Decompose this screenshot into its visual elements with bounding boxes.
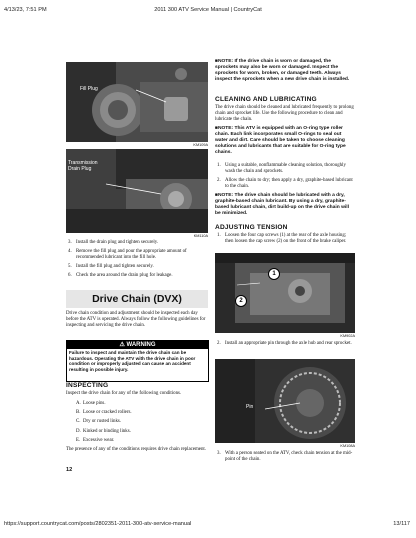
drain-step: 6. Check the area around the drain plug for leakage. [68, 273, 173, 278]
inspecting-closing: The presence of any of the conditions requires drive chain replacement. [66, 447, 207, 452]
callout-2: 2 [235, 295, 247, 307]
adjust-step1 [217, 233, 355, 248]
adjusting-heading: ADJUSTING TENSION [215, 224, 288, 231]
print-title: 2011 300 ATV Service Manual | CountryCat [154, 7, 262, 13]
print-url: https://support.countrycat.com/posts/2802351-2011-300-atv-service-manual [4, 521, 192, 527]
warning-text: Failure to inspect and maintain the drive chain can be hazardous. Operating the ATV with the drive chain in poor condition or improperly adjusted can cause an accident resulting in possible injury. [69, 350, 196, 373]
adjust-step2 [217, 341, 355, 350]
adjust-step: 3. With a person seated on the ATV, check chain tension at the mid-point of the chain. [217, 451, 353, 462]
note-lubricant: ■NOTE: The drive chain should be lubricated with a dry, graphite-based chain lubricant. By using a dry, graphite-based lubricant chain, dirt build-up on the drive chain will be minimized. [215, 193, 349, 216]
pin-label: Pin [246, 404, 254, 410]
cleaning-text: The drive chain should be cleaned and lubricated frequently to prolong chain and sprocket life. Use the following procedure to clean and lubricate the chain. [215, 105, 354, 122]
drain-step: 5. Install the fill plug and tighten securely. [68, 264, 154, 269]
clean-steps-list [217, 163, 355, 193]
drain-step: 4. Remove the fill plug and pour the appropriate amount of recommended lubricant into the fill hole. [68, 249, 187, 260]
drain-steps-list [68, 240, 210, 282]
adjust-step3 [217, 451, 355, 466]
fill-plug-label: Fill Plug [80, 86, 98, 92]
section-title: Drive Chain (DVX) [66, 290, 208, 308]
condition-item: B. Loose or cracked rollers. [76, 410, 132, 416]
print-datetime: 4/13/23, 7:51 PM [4, 7, 47, 13]
drain-plug-label: Transmission Drain Plug [68, 160, 98, 172]
condition-item: C. Dry or rusted links. [76, 419, 122, 425]
warning-title: ⚠ WARNING [67, 341, 208, 349]
note-oring: ■NOTE: This ATV is equipped with an O-ring type roller chain. Each link incorporates small O-rings to seal out water and dirt. Care should be taken to choose cleaning solutions and lubricants that are suitable for O-ring type chains. [215, 126, 346, 155]
photo2-caption: KM110A [193, 234, 208, 238]
condition-item: D. Kinked or binding links. [76, 428, 131, 434]
fill-plug-photo [66, 62, 208, 142]
photo1-caption: KM109A [193, 143, 208, 147]
photo4-caption: KM108A [340, 444, 355, 448]
axle-housing-photo [215, 253, 355, 333]
callout-1: 1 [268, 268, 280, 280]
pin-photo [215, 359, 355, 443]
adjust-step: 1. Loosen the four cap screws (1) at the rear of the axle housing; then loosen the cap screw (2) on the front of the brake caliper. [217, 233, 347, 244]
clean-step: 1. Using a suitable, nonflammable cleaning solution, thoroughly wash the chain and sprockets. [217, 163, 346, 174]
cleaning-heading: CLEANING AND LUBRICATING [215, 96, 317, 103]
drive-chain-intro: Drive chain condition and adjustment should be inspected each day before the ATV is operated. Always follow the following guidelines for inspecting and servicing the drive chain. [66, 311, 206, 328]
photo3-caption: KM902A [340, 334, 355, 338]
page-number: 12 [66, 467, 73, 473]
print-page-count: 13/117 [393, 521, 410, 527]
condition-item: A. Loose pins. [76, 401, 106, 406]
clean-step: 2. Allow the chain to dry; then apply a dry, graphite-based lubricant to the chain. [217, 178, 353, 189]
note-sprockets: ■NOTE: If the drive chain is worn or damaged, the sprockets may also be worn or damaged. Inspect the sprockets for worn, broken, or damaged teeth. Always inspect the sprockets when a new drive chain is installed. [215, 59, 350, 82]
condition-item: E. Excessive wear. [76, 437, 115, 443]
inspecting-heading: INSPECTING [66, 382, 109, 389]
inspecting-intro: Inspect the drive chain for any of the following conditions. [66, 391, 182, 396]
adjust-step: 2. Install an appropriate pin through the axle hub and rear sprocket. [217, 341, 352, 346]
conditions-list [76, 401, 206, 447]
warning-box [66, 340, 209, 382]
drain-step: 3. Install the drain plug and tighten securely. [68, 240, 159, 245]
